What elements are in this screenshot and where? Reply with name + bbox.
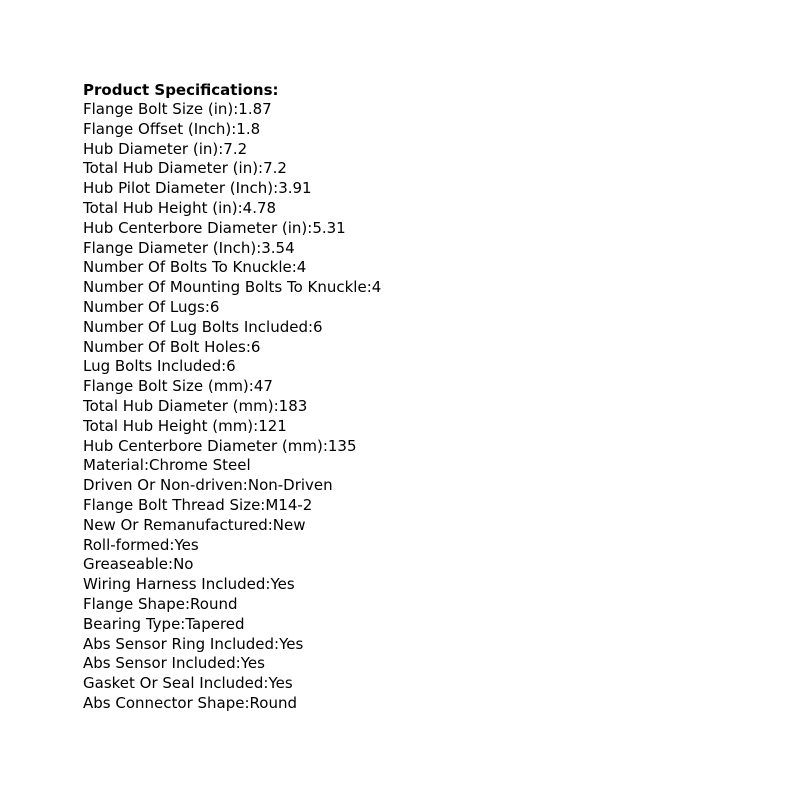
spec-line: Greaseable:No: [83, 555, 194, 574]
spec-line: Total Hub Height (mm):121: [83, 416, 287, 435]
spec-line: Abs Sensor Ring Included:Yes: [83, 634, 304, 653]
spec-line: Hub Centerbore Diameter (in):5.31: [83, 218, 346, 237]
spec-line: Driven Or Non-driven:Non-Driven: [83, 476, 333, 495]
spec-line: Abs Connector Shape:Round: [83, 693, 297, 712]
spec-list: [83, 100, 783, 714]
spec-line: Roll-formed:Yes: [83, 535, 199, 554]
spec-line: Flange Shape:Round: [83, 594, 238, 613]
spec-line: Number Of Lugs:6: [83, 297, 220, 316]
spec-line: Flange Bolt Thread Size:M14-2: [83, 495, 313, 514]
spec-line: Flange Bolt Size (in):1.87: [83, 100, 272, 118]
spec-line: Total Hub Diameter (mm):183: [83, 396, 308, 415]
spec-line: Number Of Mounting Bolts To Knuckle:4: [83, 278, 382, 297]
spec-line: Flange Diameter (Inch):3.54: [83, 238, 295, 257]
spec-line: Lug Bolts Included:6: [83, 357, 236, 376]
spec-line: Wiring Harness Included:Yes: [83, 575, 295, 594]
spec-line: Number Of Bolt Holes:6: [83, 337, 261, 356]
product-specifications: [83, 80, 783, 714]
spec-title: Product Specifications:: [83, 81, 279, 99]
spec-line: Abs Sensor Included:Yes: [83, 654, 265, 673]
spec-line: Material:Chrome Steel: [83, 456, 251, 475]
spec-line: New Or Remanufactured:New: [83, 515, 306, 534]
spec-line: Gasket Or Seal Included:Yes: [83, 674, 293, 693]
spec-line: Number Of Bolts To Knuckle:4: [83, 258, 307, 277]
spec-line: Number Of Lug Bolts Included:6: [83, 317, 323, 336]
spec-line: Hub Diameter (in):7.2: [83, 139, 248, 158]
spec-line: Total Hub Height (in):4.78: [83, 198, 277, 217]
spec-line: Flange Bolt Size (mm):47: [83, 377, 273, 396]
spec-line: Total Hub Diameter (in):7.2: [83, 159, 287, 178]
spec-line: Bearing Type:Tapered: [83, 614, 245, 633]
spec-line: Hub Centerbore Diameter (mm):135: [83, 436, 357, 455]
spec-line: Hub Pilot Diameter (Inch):3.91: [83, 179, 312, 198]
spec-line: Flange Offset (Inch):1.8: [83, 119, 261, 138]
